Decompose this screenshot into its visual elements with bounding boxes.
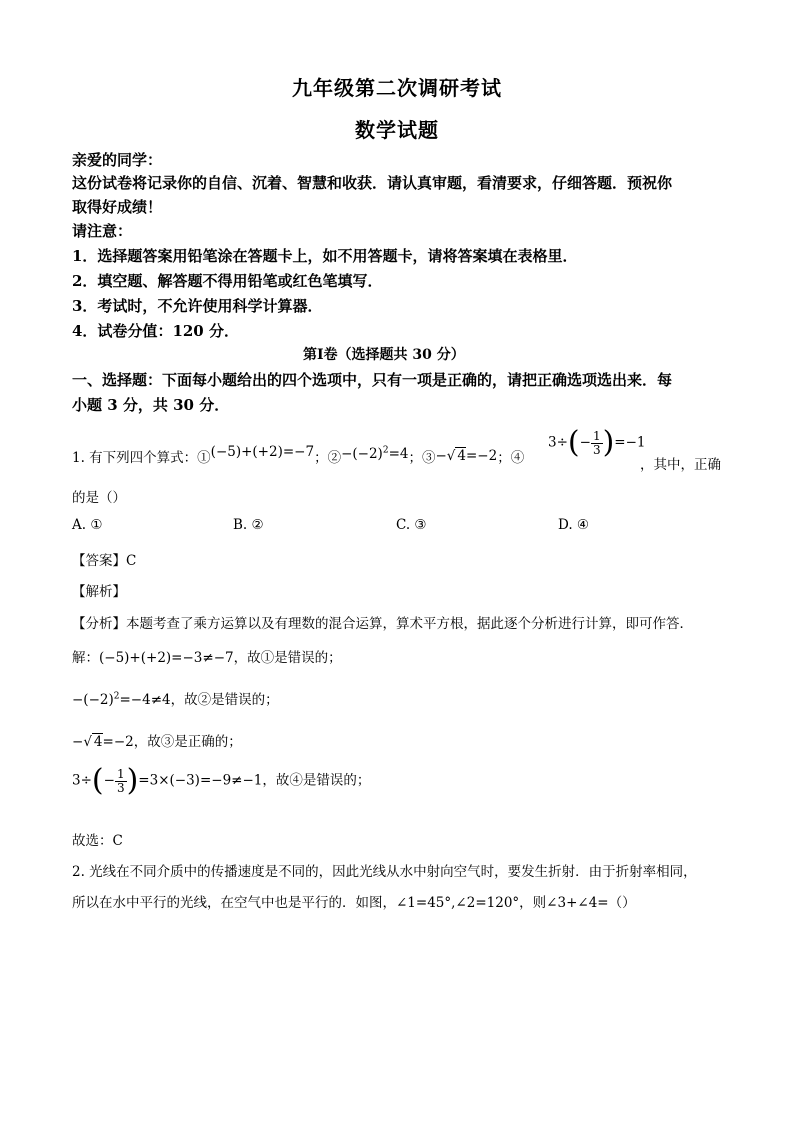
- section-instruction-2: 小题 3 分，共 30 分．: [72, 396, 230, 414]
- solution-4-b: =3×(−3)=−9≠−1: [138, 772, 263, 789]
- intro-line-1: 这份试卷将记录你的自信、沉着、智慧和收获．请认真审题，看清要求，仔细答题．预祝你: [72, 174, 673, 192]
- q1-expr-4-lparen: (: [567, 425, 580, 460]
- answer-label: 【答案】: [72, 553, 126, 569]
- q1-lead: 1. 有下列四个算式：①: [72, 450, 211, 466]
- answer-value: C: [126, 553, 137, 569]
- note-4: 4．试卷分值：120 分．: [72, 322, 239, 340]
- exam-subtitle: 数学试题: [355, 118, 439, 142]
- q1-expr-4: [548, 425, 646, 460]
- q1-expr-4-neg: −: [579, 434, 591, 451]
- question-2-line-1: 2. 光线在不同介质中的传播速度是不同的，因此光线从水中射向空气时，要发生折射．由于折射率相同，: [72, 864, 697, 880]
- q1-fenxi: 【分析】本题考查了乘方运算以及有理数的混合运算，算术平方根，据此逐个分析进行计算，即可作答．: [72, 616, 693, 632]
- q2-line-2b: ，则: [519, 895, 547, 911]
- note-2: 2．填空题、解答题不得用铅笔或红色笔填写．: [72, 272, 383, 290]
- q1-expr-2-exponent: 2: [382, 445, 389, 456]
- section-heading: 第Ⅰ卷（选择题共 30 分）: [303, 347, 465, 363]
- solution-4-rparen: ): [126, 763, 139, 798]
- q1-sep-3: ；④: [497, 450, 525, 466]
- solution-3-b: =−2: [102, 734, 134, 750]
- q1-expr-1: (−5)+(+2)=−7: [210, 444, 315, 460]
- q1-expr-4a: 3÷: [548, 434, 568, 451]
- solution-1-text: ，故①是错误的；: [233, 650, 342, 666]
- question-2-line-2: [72, 891, 636, 911]
- q1-answer: [72, 549, 136, 569]
- q2-angle-values: ∠1=45°,∠2=120°: [396, 895, 520, 911]
- note-1: 1．选择题答案用铅笔涂在答题卡上，如不用答题卡，请将答案填在表格里．: [72, 247, 578, 265]
- q1-expr-3b: =−2: [465, 448, 498, 464]
- q1-expr-3-radicand: 4: [457, 448, 466, 464]
- q2-line-2a: 所以在水中平行的光线，在空气中也是平行的．如图，: [72, 895, 396, 911]
- solution-2-expr-a: −(−2): [72, 692, 114, 708]
- q1-expr-2a: −(−2): [341, 446, 383, 462]
- solution-2-text: ，故②是错误的；: [170, 692, 279, 708]
- q1-expr-4-numerator: 1: [592, 428, 601, 443]
- solution-4-lparen: (: [91, 763, 104, 798]
- q1-option-b: B. ②: [233, 517, 264, 533]
- q1-option-a: A. ①: [72, 517, 103, 533]
- q1-option-d: D. ④: [558, 517, 590, 533]
- q1-solution-line-2: [72, 688, 279, 708]
- q2-angle-sum: ∠3+∠4=: [546, 895, 609, 911]
- exam-title: 九年级第二次调研考试: [292, 76, 502, 100]
- solution-3-radicand: 4: [93, 734, 103, 750]
- solution-4-denominator: 3: [116, 780, 125, 795]
- note-3: 3．考试时，不允许使用科学计算器．: [72, 297, 323, 315]
- solution-1-expr: (−5)+(+2)=−3≠−7: [99, 650, 234, 666]
- q1-expr-2b: =4: [388, 446, 409, 462]
- solution-3-a: −: [72, 734, 84, 750]
- intro-line-2: 取得好成绩！: [72, 198, 163, 216]
- question-1-stem: [72, 446, 524, 466]
- solution-2-expr-b: =−4≠4: [119, 692, 171, 708]
- solution-4-a: 3÷: [72, 772, 92, 789]
- solution-2-exponent: 2: [113, 691, 120, 702]
- q1-analysis-label: 【解析】: [72, 584, 126, 600]
- q1-expr-4-denominator: 3: [592, 442, 601, 457]
- q1-expr-4b: =−1: [614, 434, 646, 451]
- q1-sep-1: ；②: [314, 450, 342, 466]
- q1-expr-3a: −: [435, 448, 447, 464]
- q1-stem-tail: ，其中，正确: [640, 457, 721, 473]
- q2-line-2c: （）: [608, 895, 636, 911]
- q1-stem-tail-2: 的是（）: [72, 490, 126, 506]
- q1-solution-line-1: [72, 646, 342, 666]
- q1-expr-3: −√ 4=−2: [435, 448, 498, 464]
- q1-solution-line-4: [72, 763, 371, 798]
- q1-expr-4-rparen: ): [602, 425, 615, 460]
- q1-solution-line-3: −√ 4=−2，故③是正确的；: [72, 734, 242, 750]
- q1-sep-2: ；③: [408, 450, 436, 466]
- q1-expr-2: [341, 446, 408, 462]
- solution-4-numerator: 1: [116, 766, 125, 781]
- notice-title: 请注意：: [72, 222, 133, 240]
- solution-lead: 解：: [72, 650, 99, 666]
- solution-4-fraction: [115, 768, 127, 795]
- solution-4-neg: −: [103, 772, 115, 789]
- q1-option-c: C. ③: [396, 517, 427, 533]
- q1-final-choice: 故选：C: [72, 833, 123, 849]
- solution-4-text: ，故④是错误的；: [262, 772, 371, 789]
- greeting: 亲爱的同学：: [72, 151, 163, 169]
- q1-expr-4-fraction: [591, 430, 603, 457]
- section-instruction-1: 一、选择题：下面每小题给出的四个选项中，只有一项是正确的，请把正确选项选出来．每: [72, 371, 673, 389]
- solution-3-text: ，故③是正确的；: [133, 734, 242, 750]
